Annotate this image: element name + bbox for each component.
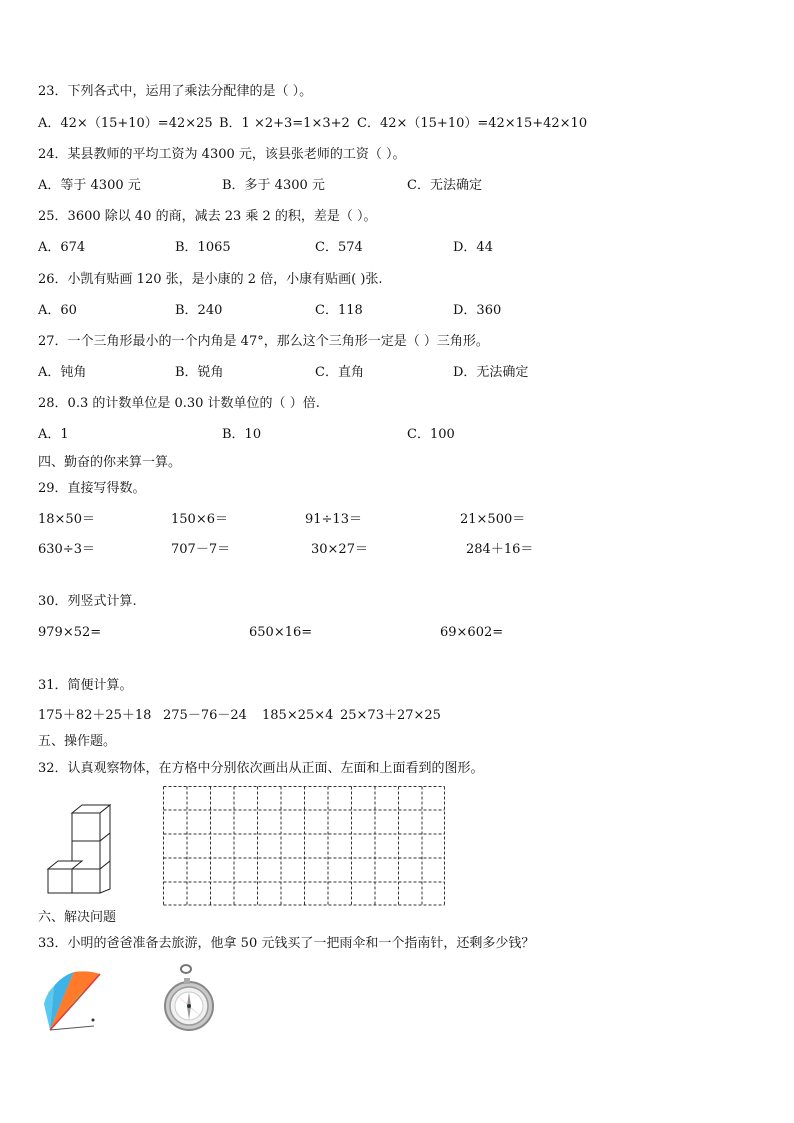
q24-option-c: C．无法确定 — [407, 178, 482, 193]
q26-option-c: C．118 — [315, 303, 363, 318]
q31-stem: 31．简便计算。 — [38, 678, 133, 693]
q23-option-a: A．42×（15+10）=42×25 — [38, 116, 213, 131]
q30-item: 69×602= — [440, 625, 504, 640]
section-heading-4: 四、勤奋的你来算一算。 — [38, 455, 182, 470]
q30-stem: 30．列竖式计算. — [38, 594, 137, 609]
q30-item: 650×16= — [249, 625, 313, 640]
q29-item: 30×27＝ — [311, 542, 368, 557]
q26-option-a: A．60 — [38, 303, 77, 318]
q27-option-b: B．锐角 — [175, 365, 224, 380]
q29-item: 91÷13＝ — [305, 512, 362, 527]
q23-stem: 23．下列各式中，运用了乘法分配律的是（ ）。 — [38, 84, 313, 99]
q27-option-d: D．无法确定 — [453, 365, 529, 380]
q26-stem: 26．小凯有贴画 120 张，是小康的 2 倍，小康有贴画( )张. — [38, 272, 383, 287]
section-heading-5: 五、操作题。 — [38, 734, 117, 749]
q27-option-c: C．直角 — [315, 365, 364, 380]
q29-item: 150×6＝ — [171, 512, 228, 527]
section-heading-6: 六、解决问题 — [38, 910, 117, 925]
q29-item: 21×500＝ — [460, 512, 526, 527]
q26-option-b: B．240 — [175, 303, 223, 318]
q25-option-a: A．674 — [38, 240, 86, 255]
q32-stem: 32．认真观察物体，在方格中分别依次画出从正面、左面和上面看到的图形。 — [38, 761, 484, 776]
q29-item: 284＋16＝ — [466, 542, 534, 557]
q29-item: 18×50＝ — [38, 512, 95, 527]
q29-item: 630÷3＝ — [38, 542, 95, 557]
q31-item: 175＋82＋25＋18 — [38, 708, 152, 723]
q31-item: 275－76－24 — [163, 708, 247, 723]
q27-stem: 27．一个三角形最小的一个内角是 47°，那么这个三角形一定是（ ）三角形。 — [38, 334, 489, 349]
drawing-grid[interactable] — [163, 786, 447, 906]
cube-stack-figure — [46, 803, 118, 895]
q25-option-d: D．44 — [453, 240, 493, 255]
q24-option-b: B．多于 4300 元 — [222, 178, 325, 193]
q28-option-a: A．1 — [38, 427, 69, 442]
q33-stem: 33．小明的爸爸准备去旅游，他拿 50 元钱买了一把雨伞和一个指南针，还剩多少钱？ — [38, 936, 535, 951]
q31-item: 185×25×4 — [262, 708, 334, 723]
q26-option-d: D．360 — [453, 303, 502, 318]
q25-option-c: C．574 — [315, 240, 363, 255]
q24-option-a: A．等于 4300 元 — [38, 178, 141, 193]
q29-item: 707－7＝ — [171, 542, 231, 557]
compass-icon — [164, 964, 218, 1040]
umbrella-icon — [40, 964, 106, 1036]
q27-option-a: A．钝角 — [38, 365, 87, 380]
q23-option-b: B．1 ×2+3=1×3+2 — [219, 116, 350, 131]
q25-stem: 25．3600 除以 40 的商，减去 23 乘 2 的积，差是（ ）。 — [38, 209, 377, 224]
q24-stem: 24．某县教师的平均工资为 4300 元，该县张老师的工资（ ）。 — [38, 147, 406, 162]
q28-option-c: C．100 — [407, 427, 455, 442]
q23-option-c: C．42×（15+10）=42×15+42×10 — [357, 116, 588, 131]
q29-stem: 29．直接写得数。 — [38, 481, 146, 496]
q25-option-b: B．1065 — [175, 240, 231, 255]
q30-item: 979×52= — [38, 625, 102, 640]
q31-item: 25×73＋27×25 — [340, 708, 441, 723]
q28-option-b: B．10 — [222, 427, 262, 442]
q28-stem: 28．0.3 的计数单位是 0.30 计数单位的（ ）倍. — [38, 396, 320, 411]
